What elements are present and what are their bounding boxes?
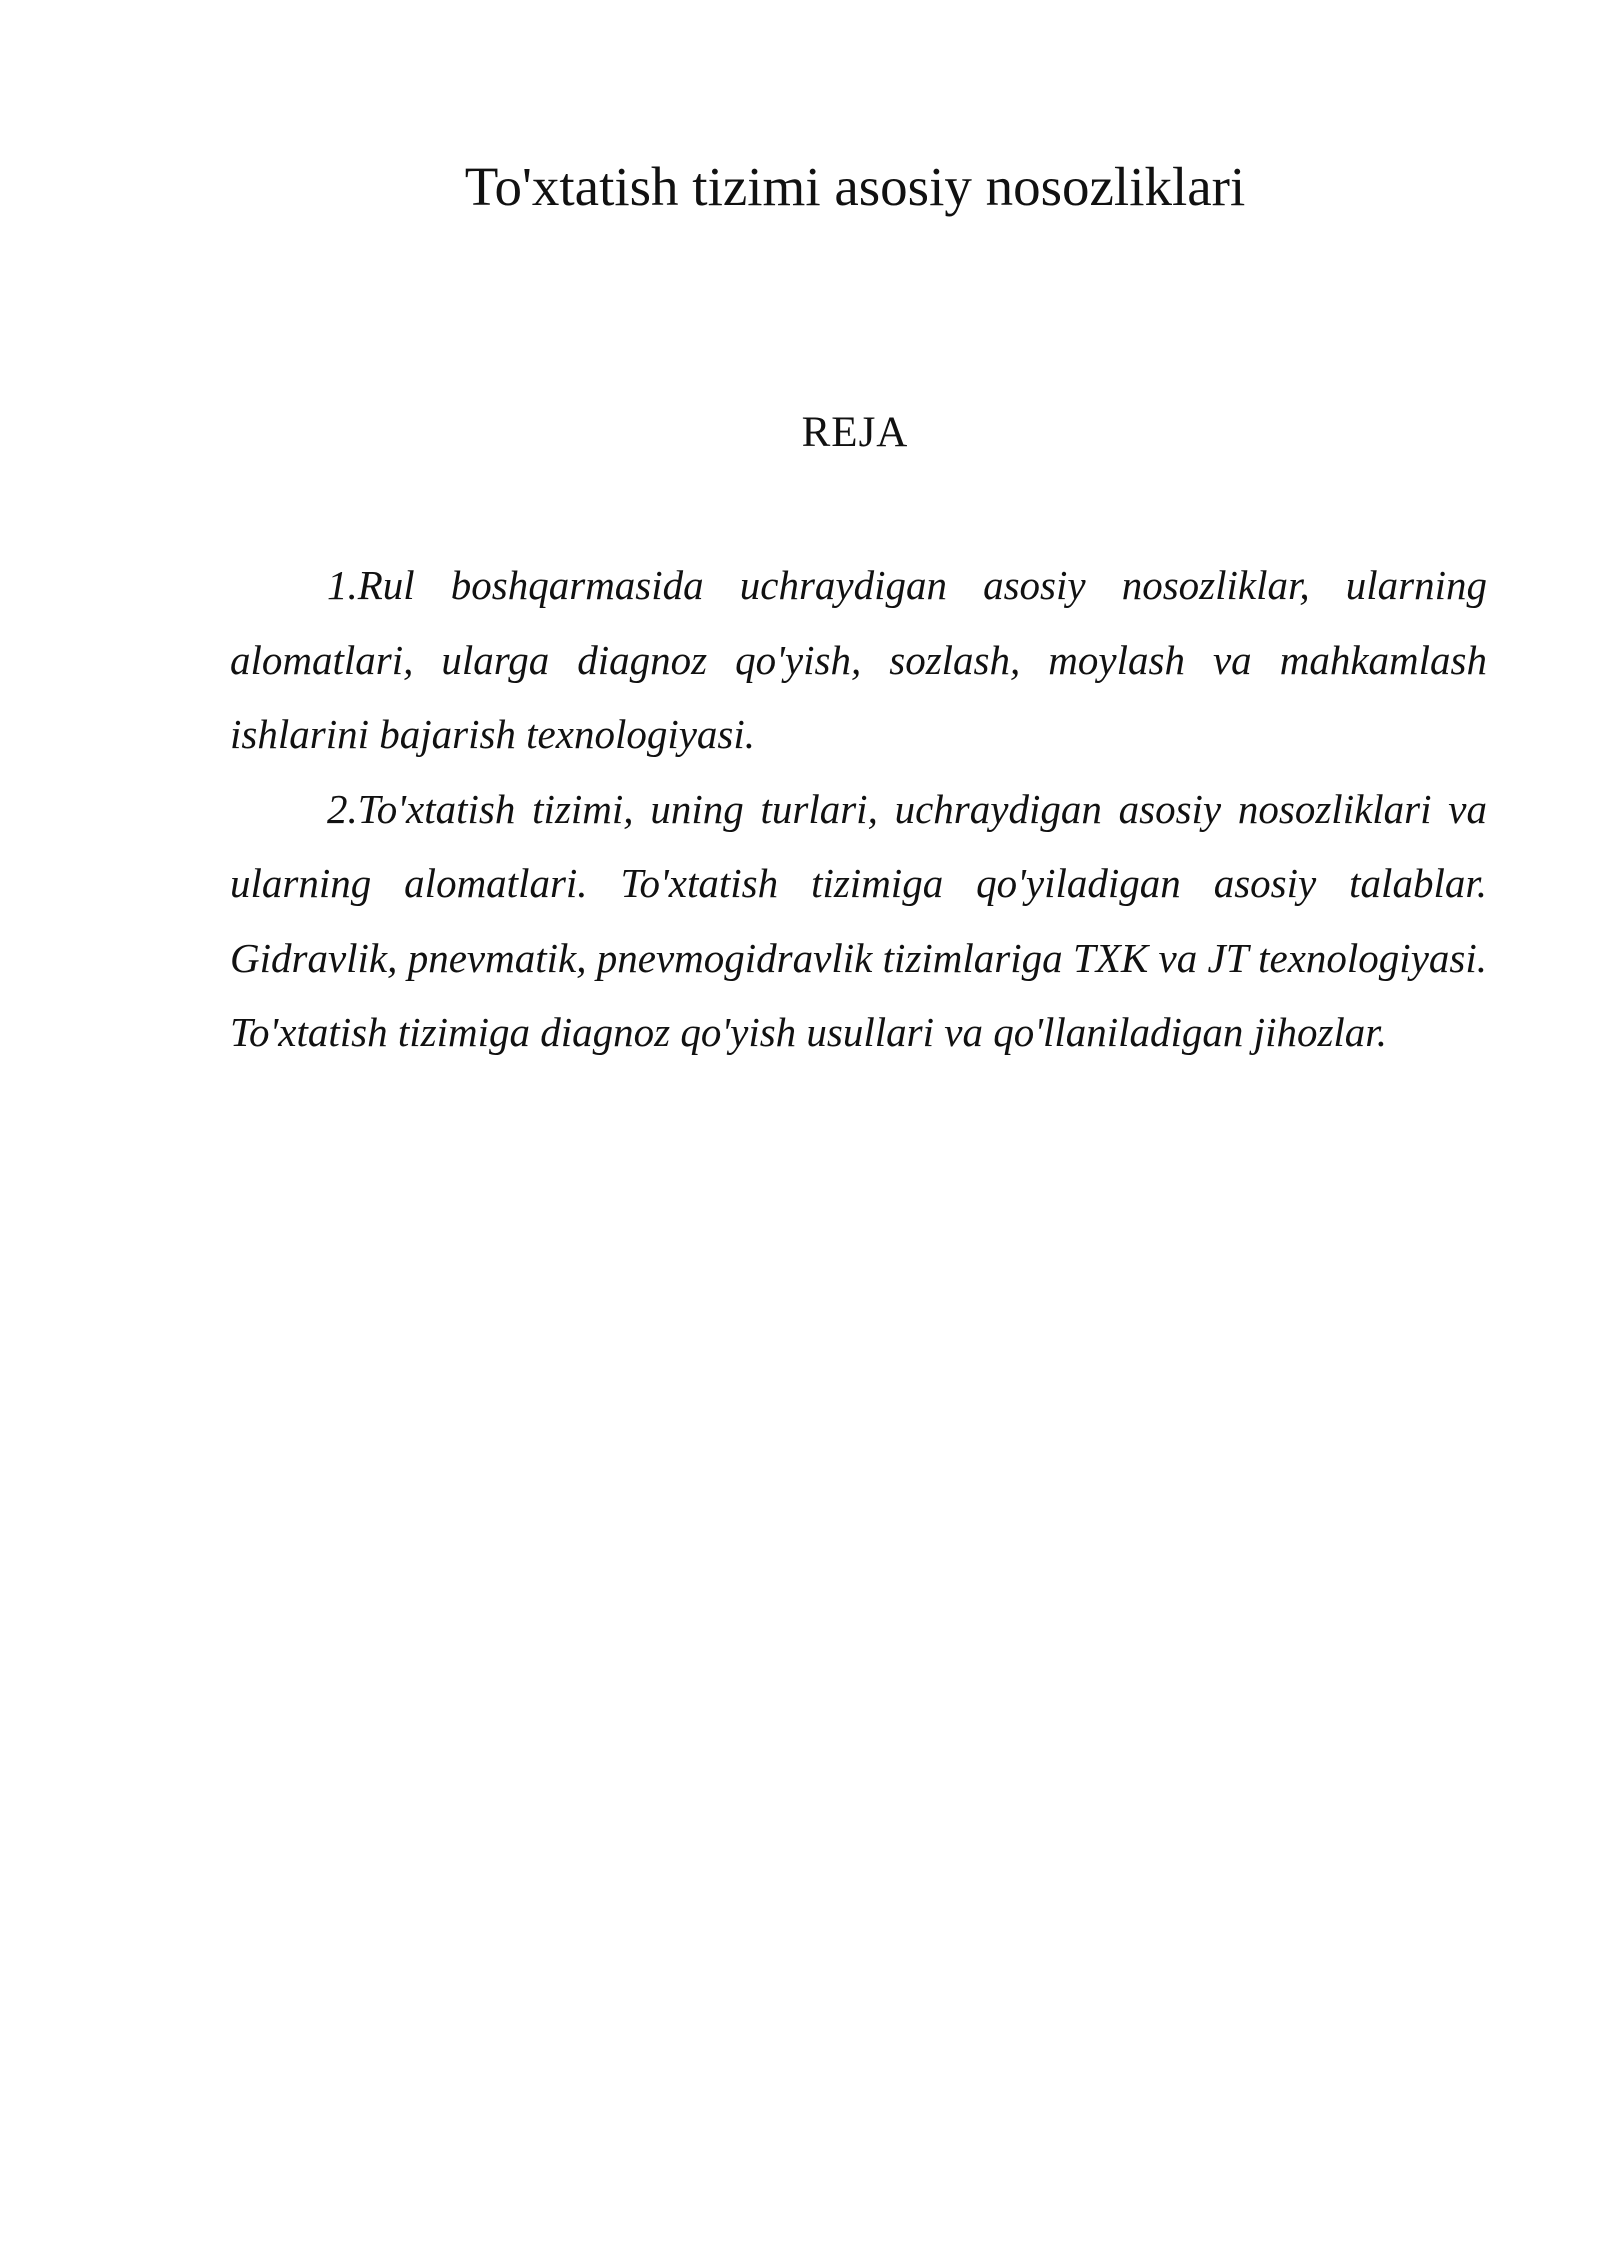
plan-item-2: 2.To'xtatish tizimi, uning turlari, uchraydigan asosiy nosozliklari va ularning alomatlari. To'xtatish tizimiga qo'yiladigan asosiy talablar. Gidravlik, pnevmatik, pnevmogidravlik tizimlariga TXK va JT texnologiyasi. To'xtatish tizimiga diagnoz qo'yish usullari va qo'llaniladigan jihozlar. <box>230 785 1487 1055</box>
plan-list <box>230 548 1487 1070</box>
plan-item-1: 1.Rul boshqarmasida uchraydigan asosiy nosozliklar, ularning alomatlari, ularga diagnoz qo'yish, sozlash, moylash va mahkamlash ishlarini bajarish texnologiyasi. <box>230 562 1487 757</box>
document-title: To'xtatish tizimi asosiy nosozliklari <box>464 156 1246 217</box>
plan-heading: REJA <box>801 409 909 456</box>
